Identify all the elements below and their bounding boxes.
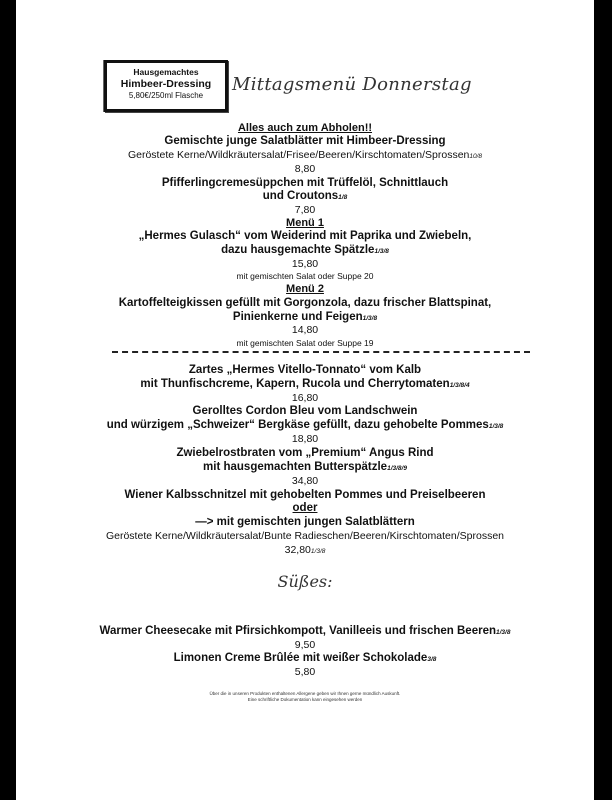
footer-line-1: Über die in unseren Produkten enthaltenen Allergene geben wir Ihnen gerne mündlich Auskunft. [209, 691, 401, 696]
cheesecake-price: 9,50 [294, 639, 316, 651]
brulee-name: Limonen Creme Brûlée mit weißer Schokolade3/8 [173, 652, 437, 664]
soup-price: 7,80 [294, 204, 316, 216]
stamp-line-3: 5,80€/250ml Flasche [128, 91, 204, 100]
footer-line-2: Eine schriftliche Dokumentation kann eingesehen werden [247, 697, 363, 702]
menu-title: Mittagsmenü Donnerstag [232, 74, 472, 95]
roast-name-1: Zwiebelrostbraten vom „Premium“ Angus Rind [176, 447, 434, 459]
salad-desc: Geröstete Kerne/Wildkräutersalat/Frisee/Beeren/Kirschtomaten/Sprossen10/8 [127, 149, 483, 161]
stamp-line-1: Hausgemachtes [133, 67, 199, 77]
cheesecake-name: Warmer Cheesecake mit Pfirsichkompott, Vanilleeis und frischen Beeren1/3/8 [99, 625, 511, 637]
cordon-name-2: und würzigem „Schweizer“ Bergkäse gefüllt, dazu gehobelte Pommes1/3/8 [106, 419, 504, 431]
schnitzel-or: oder [292, 502, 318, 514]
schnitzel-name: Wiener Kalbsschnitzel mit gehobelten Pommes und Preiselbeeren [124, 489, 486, 501]
menu2-name-2: Pinienkerne und Feigen1/3/8 [232, 311, 378, 323]
menu1-extra: mit gemischten Salat oder Suppe 20 [236, 271, 374, 281]
schnitzel-alt: —> mit gemischten jungen Salatblättern [195, 516, 415, 528]
schnitzel-price: 32,801/3/8 [284, 544, 326, 556]
cordon-price: 18,80 [291, 433, 319, 445]
vitello-name-1: Zartes „Hermes Vitello-Tonnato“ vom Kalb [188, 364, 422, 376]
schnitzel-desc: Geröstete Kerne/Wildkräutersalat/Bunte Radieschen/Beeren/Kirschtomaten/Sprossen [105, 530, 505, 542]
dressing-stamp [104, 60, 228, 112]
cordon-name-1: Gerolltes Cordon Bleu vom Landschwein [192, 405, 418, 417]
menu1-name-1: „Hermes Gulasch“ vom Weiderind mit Paprika und Zwiebeln, [138, 230, 472, 242]
brulee-price: 5,80 [294, 666, 316, 678]
vitello-name-2: mit Thunfischcreme, Kapern, Rucola und Cherrytomaten1/3/8/4 [140, 378, 470, 390]
menu2-label: Menü 2 [286, 283, 324, 295]
menu-page [16, 0, 594, 800]
menu2-price: 14,80 [291, 324, 319, 336]
vitello-price: 16,80 [291, 392, 319, 404]
soup-name-1: Pfifferlingcremesüppchen mit Trüffelöl, Schnittlauch [161, 177, 449, 189]
salad-name: Gemischte junge Salatblätter mit Himbeer-Dressing [164, 135, 446, 147]
menu1-name-2: dazu hausgemachte Spätzle1/3/8 [221, 244, 389, 256]
roast-name-2: mit hausgemachten Butterspätzle1/3/8/9 [203, 461, 407, 473]
salad-price: 8,80 [294, 163, 316, 175]
menu2-name-1: Kartoffelteigkissen gefüllt mit Gorgonzola, dazu frischer Blattspinat, [118, 297, 492, 309]
menu1-label: Menü 1 [286, 217, 324, 229]
menu1-price: 15,80 [291, 258, 319, 270]
section-divider [112, 351, 530, 353]
soup-name-2: und Croutons1/8 [262, 190, 348, 202]
sweets-title: Süßes: [277, 572, 333, 591]
roast-price: 34,80 [291, 475, 319, 487]
stamp-line-2: Himbeer-Dressing [120, 78, 212, 90]
menu2-extra: mit gemischten Salat oder Suppe 19 [236, 338, 374, 348]
takeaway-note: Alles auch zum Abholen!! [237, 122, 373, 134]
